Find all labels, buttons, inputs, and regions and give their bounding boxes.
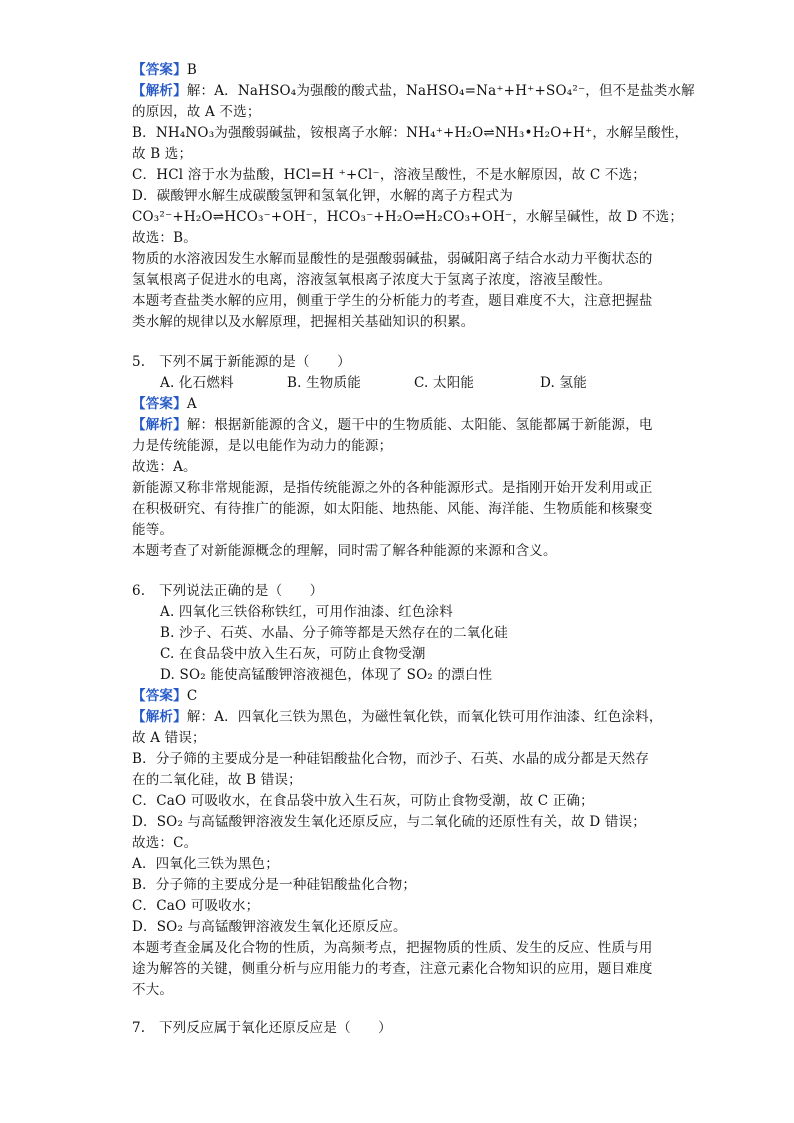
q5-answer [132,394,197,414]
q4-analysis-line-7: CO₃²⁻+H₂O⇌HCO₃⁻+OH⁻，HCO₃⁻+H₂O⇌H₂CO₃+OH⁻，水解呈碱性，故 D 不选； [132,209,684,225]
q6-analysis-line-12: 本题考查金属及化合物的性质，为高频考点，把握物质的性质、发生的反应、性质与用 [132,940,653,956]
q5-option-d: D. 氢能 [540,375,587,391]
analysis-tag: 【解析】 [132,709,187,725]
q4-analysis-line-8: 故选：B。 [132,230,197,246]
answer-tag: 【答案】 [132,396,187,412]
q6-analysis-line-11: D．SO₂ 与高锰酸钾溶液发生氧化还原反应。 [132,919,407,935]
answer-tag: 【答案】 [132,688,187,704]
q6-answer-value: C [186,688,198,704]
answer-tag: 【答案】 [132,62,187,78]
q4-answer-value: B [186,62,197,78]
q4-analysis-line-1: 【解析】解：A．NaHSO₄为强酸的酸式盐，NaHSO₄=Na⁺+H⁺+SO₄²⁻，但不是盐类水解 [132,83,695,99]
q6-option-c: C. 在食品袋中放入生石灰，可防止食物受潮 [160,646,426,662]
q5-analysis-line-5: 在积极研究、有待推广的能源，如太阳能、地热能、风能、海洋能、生物质能和核聚变 [132,501,653,517]
q6-option-d: D. SO₂ 能使高锰酸钾溶液褪色，体现了 SO₂ 的漂白性 [160,667,493,683]
q6-analysis-line-8: A．四氧化三铁为黑色； [132,856,279,872]
q6-analysis-line-13: 途为解答的关键，侧重分析与应用能力的考查，注意元素化合物知识的应用，题目难度 [132,961,653,977]
q4-analysis-line-9: 物质的水溶液因发生水解而显酸性的是强酸弱碱盐，弱碱阳离子结合水动力平衡状态的 [132,251,653,267]
q6-analysis-line-6: D．SO₂ 与高锰酸钾溶液发生氧化还原反应，与二氧化硫的还原性有关，故 D 错误； [132,814,646,830]
q6-analysis-line-2: 故 A 错误； [132,730,206,746]
q5-analysis-line-7: 本题考查了对新能源概念的理解，同时需了解各种能源的来源和含义。 [132,543,557,559]
q6-analysis-line-4: 在的二氧化硅，故 B 错误； [132,772,302,788]
q6-analysis-line-5: C．CaO 可吸收水，在食品袋中放入生石灰，可防止食物受潮，故 C 正确； [132,793,594,809]
q4-analysis-line-4: 故 B 选； [132,146,193,162]
q5-analysis-line-4: 新能源又称非常规能源，是指传统能源之外的各种能源形式。是指刚开始开发利用或正 [132,480,653,496]
q6-option-a: A. 四氧化三铁俗称铁红，可用作油漆、红色涂料 [160,604,453,620]
q7-stem: 7. 下列反应属于氧化还原反应是（ ） [132,1020,392,1036]
q5-stem: 5. 下列不属于新能源的是（ ） [132,354,351,370]
q4-analysis-line-6: D．碳酸钾水解生成碳酸氢钾和氢氧化钾，水解的离子方程式为 [132,188,513,204]
q5-analysis-line-6: 能等。 [132,522,174,538]
q4-analysis-line-10: 氢氧根离子促进水的电离，溶液氢氧根离子浓度大于氢离子浓度，溶液呈酸性。 [132,272,612,288]
q6-answer [132,686,197,706]
q6-analysis-line-10: C．CaO 可吸收水； [132,898,260,914]
q4-analysis-line-5: C．HCl 溶于水为盐酸，HCl=H ⁺+Cl⁻，溶液呈酸性，不是水解原因，故 C 不选； [132,167,646,183]
q6-option-b: B. 沙子、石英、水晶、分子筛等都是天然存在的二氧化硅 [160,625,508,641]
q5-analysis-line-2: 力是传统能源，是以电能作为动力的能源； [132,438,393,454]
q4-answer [132,60,197,80]
q4-analysis-line-12: 类水解的规律以及水解原理，把握相关基础知识的积累。 [132,314,475,330]
q6-analysis-line-3: B．分子筛的主要成分是一种硅铝酸盐化合物，而沙子、石英、水晶的成分都是天然存 [132,751,650,767]
q5-option-a: A. 化石燃料 [160,375,234,391]
q6-stem: 6. 下列说法正确的是（ ） [132,583,324,599]
q5-option-c: C. 太阳能 [414,375,475,391]
q4-analysis-line-2: 的原因，故 A 不选； [132,104,261,120]
q5-analysis-line-3: 故选：A。 [132,459,197,475]
q5-analysis-line-1: 【解析】解：根据新能源的含义，题干中的生物质能、太阳能、氢能都属于新能源，电 [132,417,653,433]
q6-analysis-line-7: 故选：C。 [132,835,198,851]
q4-analysis-line-11: 本题考查盐类水解的应用，侧重于学生的分析能力的考查，题目难度不大，注意把握盐 [132,293,653,309]
q5-option-b: B. 生物质能 [287,375,361,391]
q6-analysis-line-1: 【解析】解：A．四氧化三铁为黑色，为磁性氧化铁，而氧化铁可用作油漆、红色涂料， [132,709,663,725]
q6-analysis-line-9: B．分子筛的主要成分是一种硅铝酸盐化合物； [132,877,417,893]
analysis-tag: 【解析】 [132,417,187,433]
q5-options [160,373,587,393]
analysis-tag: 【解析】 [132,83,187,99]
q6-analysis-line-14: 不大。 [132,982,174,998]
q5-answer-value: A [186,396,197,412]
q4-analysis-line-3: B．NH₄NO₃为强酸弱碱盐，铵根离子水解：NH₄⁺+H₂O⇌NH₃•H₂O+H⁺，水解呈酸性， [132,125,689,141]
